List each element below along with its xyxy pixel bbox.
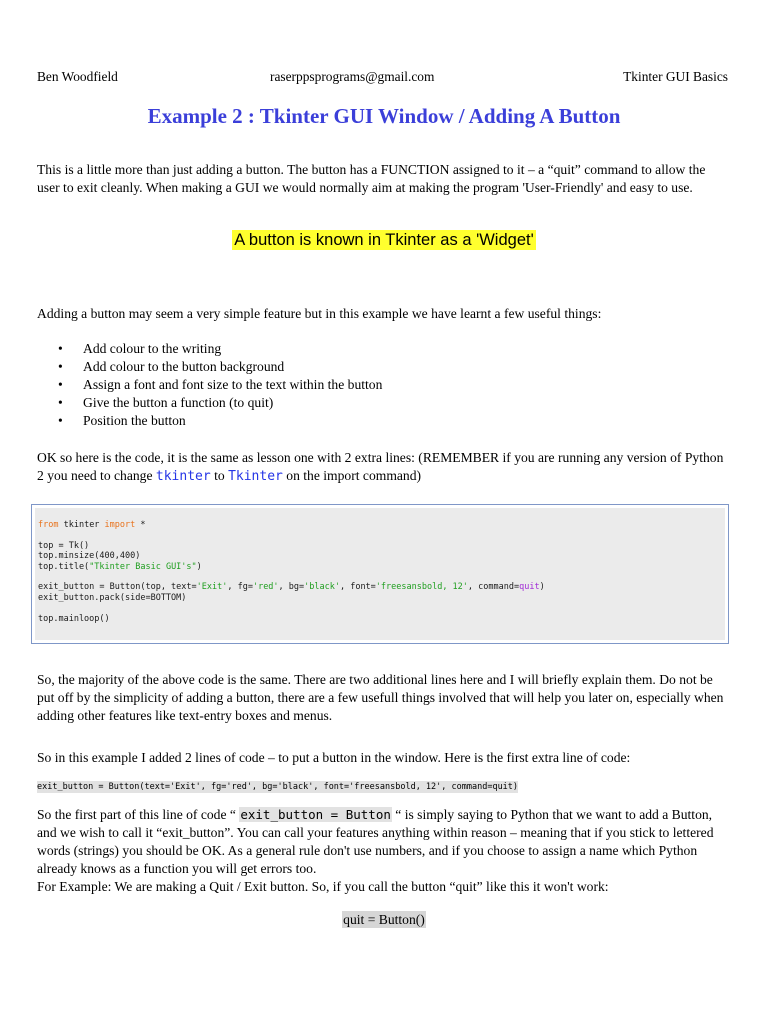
first-line-intro: So in this example I added 2 lines of code – to put a button in the window. Here is the first extra line of code: xyxy=(37,750,631,765)
list-item: • Add colour to the writing xyxy=(58,341,222,356)
code-line: top.minsize(400,400) xyxy=(38,551,141,562)
inline-module-old: tkinter xyxy=(155,469,211,484)
widget-highlight-text: A button is known in Tkinter as a 'Widget' xyxy=(234,231,534,249)
bullet-icon: • xyxy=(58,341,63,356)
page-title: Example 2 : Tkinter GUI Window / Adding A Button xyxy=(147,104,621,128)
bullet-icon: • xyxy=(58,395,63,410)
inline-code-exit-button: exit_button = Button xyxy=(240,807,391,822)
author-name: Ben Woodfield xyxy=(37,69,118,84)
code-block xyxy=(31,504,729,644)
code-block-content xyxy=(35,508,725,640)
first-part-paragraph: So the first part of this line of code “ exit_button = Button “ is simply saying to Python that we want to add a Button, and we wish to call it “exit_button”. You can call your features anything within reason – meaning that if you stick to lettered words (strings) you should be OK. As a general rule don't use numbers, and if you choose to assign a name which Python already knows as a function you will get errors too. For Example: We are making a Quit / Exit button. So, if you call the button “quit” like this it won't work: xyxy=(37,807,714,894)
bullet-icon: • xyxy=(58,359,63,374)
code-line: top.mainloop() xyxy=(38,613,110,624)
code-line: exit_button.pack(side=BOTTOM) xyxy=(38,592,187,603)
learnt-intro-paragraph: Adding a button may seem a very simple feature but in this example we have learnt a few useful things: xyxy=(37,306,602,321)
inline-module-new: Tkinter xyxy=(228,469,283,484)
code-line: from tkinter import * xyxy=(38,520,146,530)
intro-paragraph: This is a little more than just adding a button. The button has a FUNCTION assigned to it – a “quit” command to allow the user to exit cleanly. When making a GUI we would normally aim at making the program 'User-Friendly' and easy to use. xyxy=(37,162,706,195)
quit-example xyxy=(0,911,768,929)
code-note-paragraph: OK so here is the code, it is the same as lesson one with 2 extra lines: (REMEMBER if you are running any version of Python 2 you need to change tkinter to Tkinter on the import command) xyxy=(37,450,724,484)
learnt-list xyxy=(37,340,727,430)
list-item: • Assign a font and font size to the text within the button xyxy=(58,377,383,392)
list-item: • Give the button a function (to quit) xyxy=(58,395,274,410)
code-line: top = Tk() xyxy=(38,540,90,551)
first-line-code: exit_button = Button(text='Exit', fg='red', bg='black', font='freesansbold, 12', command=quit) xyxy=(37,782,519,792)
list-item: • Add colour to the button background xyxy=(58,359,285,374)
page-header xyxy=(37,69,728,87)
bullet-icon: • xyxy=(58,413,63,428)
code-line: top.title("Tkinter Basic GUI's") xyxy=(38,561,202,572)
document-topic: Tkinter GUI Basics xyxy=(623,69,728,84)
quit-example-code: quit = Button() xyxy=(343,912,425,927)
explain-paragraph: So, the majority of the above code is the same. There are two additional lines here and I will briefly explain them. Do not be put off by the simplicity of adding a button, there are a few usefull things involved that will help you later on, especially when adding other features like text-entry boxes and menus. xyxy=(37,672,724,723)
author-email: raserppsprograms@gmail.com xyxy=(270,69,435,84)
list-item: • Position the button xyxy=(58,413,186,428)
example-sentence: For Example: We are making a Quit / Exit button. So, if you call the button “quit” like this it won't work: xyxy=(37,879,609,894)
widget-callout xyxy=(0,231,768,250)
code-line: exit_button = Button(top, text='Exit', fg='red', bg='black', font='freesansbold, 12', command=quit) xyxy=(38,582,545,593)
bullet-icon: • xyxy=(58,377,63,392)
